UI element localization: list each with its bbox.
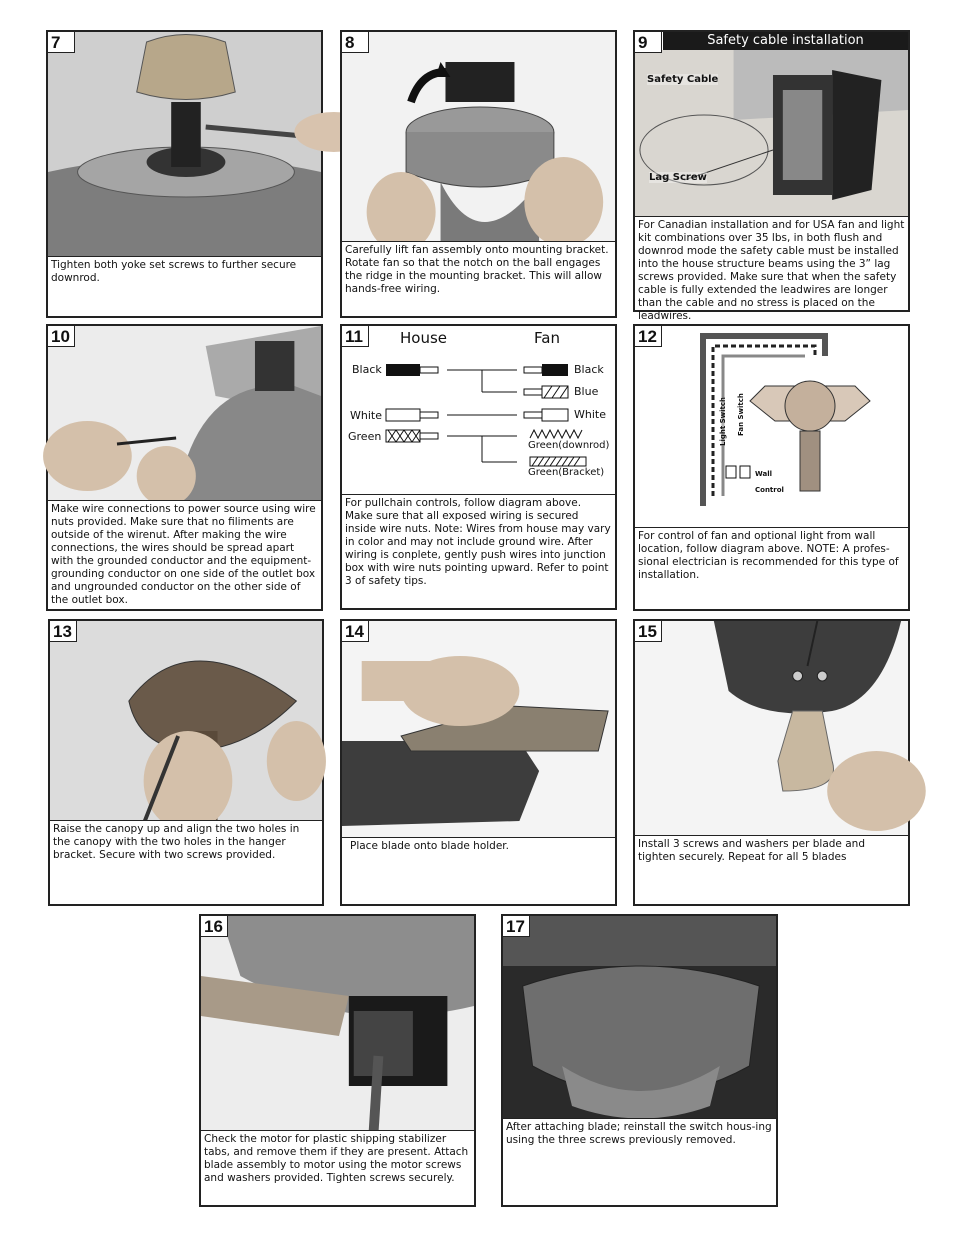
section-title: Safety cable installation xyxy=(663,32,908,50)
step-16-photo xyxy=(201,916,474,1134)
step-15-panel xyxy=(633,619,910,906)
safety-cable-label: Safety Cable xyxy=(647,74,719,85)
step-number: 17 xyxy=(502,915,530,937)
step-number: 7 xyxy=(47,31,75,53)
step-16-panel xyxy=(199,914,476,1207)
step-8-panel xyxy=(340,30,617,318)
control-label: Control xyxy=(755,486,784,494)
light-switch-label: Light Switch xyxy=(719,396,727,446)
fan-wire-white: White xyxy=(574,408,606,421)
house-wire-white: White xyxy=(350,409,382,422)
step-8-photo xyxy=(342,32,615,245)
step-13-photo xyxy=(50,621,322,824)
step-number: 8 xyxy=(341,31,369,53)
step-number: 11 xyxy=(341,325,369,347)
lag-screw-label: Lag Screw xyxy=(649,172,707,183)
step-number: 9 xyxy=(634,31,662,53)
step-17-photo xyxy=(503,916,776,1122)
fan-heading: Fan xyxy=(534,329,560,347)
step-13-panel xyxy=(48,619,324,906)
step-9-panel xyxy=(633,30,910,322)
step-17-caption: After attaching blade; reinstall the switch hous-ing using the three screws previously removed. xyxy=(503,1118,776,1205)
step-number: 12 xyxy=(634,325,662,347)
step-11-panel xyxy=(340,324,617,610)
step-10-caption: Make wire connections to power source using wire nuts provided. Make sure that no filiments are outside of the wirenut. After making the wire connections, the wires should be spread apart with the grounded conductor and the equipment-grounding conductor on one side of the outlet box and ungrounded conductor on the other side of the outlet box. xyxy=(48,500,321,609)
fan-switch-label: Fan Switch xyxy=(737,393,745,436)
fan-wire-blue: Blue xyxy=(574,385,599,398)
step-10-panel xyxy=(46,324,323,611)
fan-wire-black: Black xyxy=(574,363,604,376)
step-number: 16 xyxy=(200,915,228,937)
fan-wire-green-bracket: Green(Bracket) xyxy=(528,467,605,478)
step-14-photo xyxy=(342,621,615,841)
fan-wire-green-downrod: Green(downrod) xyxy=(528,440,610,451)
step-number: 13 xyxy=(49,620,77,642)
step-number: 15 xyxy=(634,620,662,642)
step-13-caption: Raise the canopy up and align the two holes in the canopy with the two holes in the hanger bracket. Secure with two screws provided. xyxy=(50,820,322,904)
step-12-panel xyxy=(633,324,910,611)
house-heading: House xyxy=(400,329,448,347)
step-10-photo xyxy=(48,326,321,502)
step-17-panel xyxy=(501,914,778,1207)
step-8-caption: Carefully lift fan assembly onto mounting bracket. Rotate fan so that the notch on the ball engages the ridge in the mounting bracket. This will allow hands-free wiring. xyxy=(342,241,615,316)
wall-label: Wall xyxy=(755,470,772,478)
step-7-panel xyxy=(46,30,323,318)
step-14-panel xyxy=(340,619,617,906)
step-11-caption: For pullchain controls, follow diagram above. Make sure that all exposed wiring is secured inside wire nuts. Note: Wires from house may vary in color and may not include ground wire. After wiring is conplete, gently push wires into junction box with wire nuts pointing upward. Refer to point 3 of safety tips. xyxy=(342,494,615,608)
step-16-caption: Check the motor for plastic shipping stabilizer tabs, and remove them if they are present. Attach blade assembly to motor using the motor screws and washers provided. Tighten screws securely. xyxy=(201,1130,474,1205)
step-7-caption: Tighten both yoke set screws to further secure downrod. xyxy=(48,256,321,316)
step-9-photo xyxy=(635,50,908,218)
step-15-caption: Install 3 screws and washers per blade and tighten securely. Repeat for all 5 blades xyxy=(635,835,908,904)
step-9-caption: For Canadian installation and for USA fan and light kit combinations over 35 lbs, in both flush and downrod mode the safety cable must be installed into the house structure beams using the 3” lag screws provided. Make sure that when the safety cable is fully extended the leadwires are longer than the cable and no stress is placed on the leadwires. xyxy=(635,216,908,310)
wiring-diagram xyxy=(342,326,615,496)
step-number: 10 xyxy=(47,325,75,347)
step-12-caption: For control of fan and optional light from wall location, follow diagram above. NOTE: A profes-sional electrician is recommended for this type of installation. xyxy=(635,527,908,609)
step-15-photo xyxy=(635,621,908,839)
step-14-caption: Place blade onto blade holder. xyxy=(342,837,615,904)
step-number: 14 xyxy=(341,620,369,642)
house-wire-black: Black xyxy=(352,363,382,376)
wall-control-diagram xyxy=(635,326,908,529)
house-wire-green: Green xyxy=(348,430,382,443)
step-7-photo xyxy=(48,32,321,260)
